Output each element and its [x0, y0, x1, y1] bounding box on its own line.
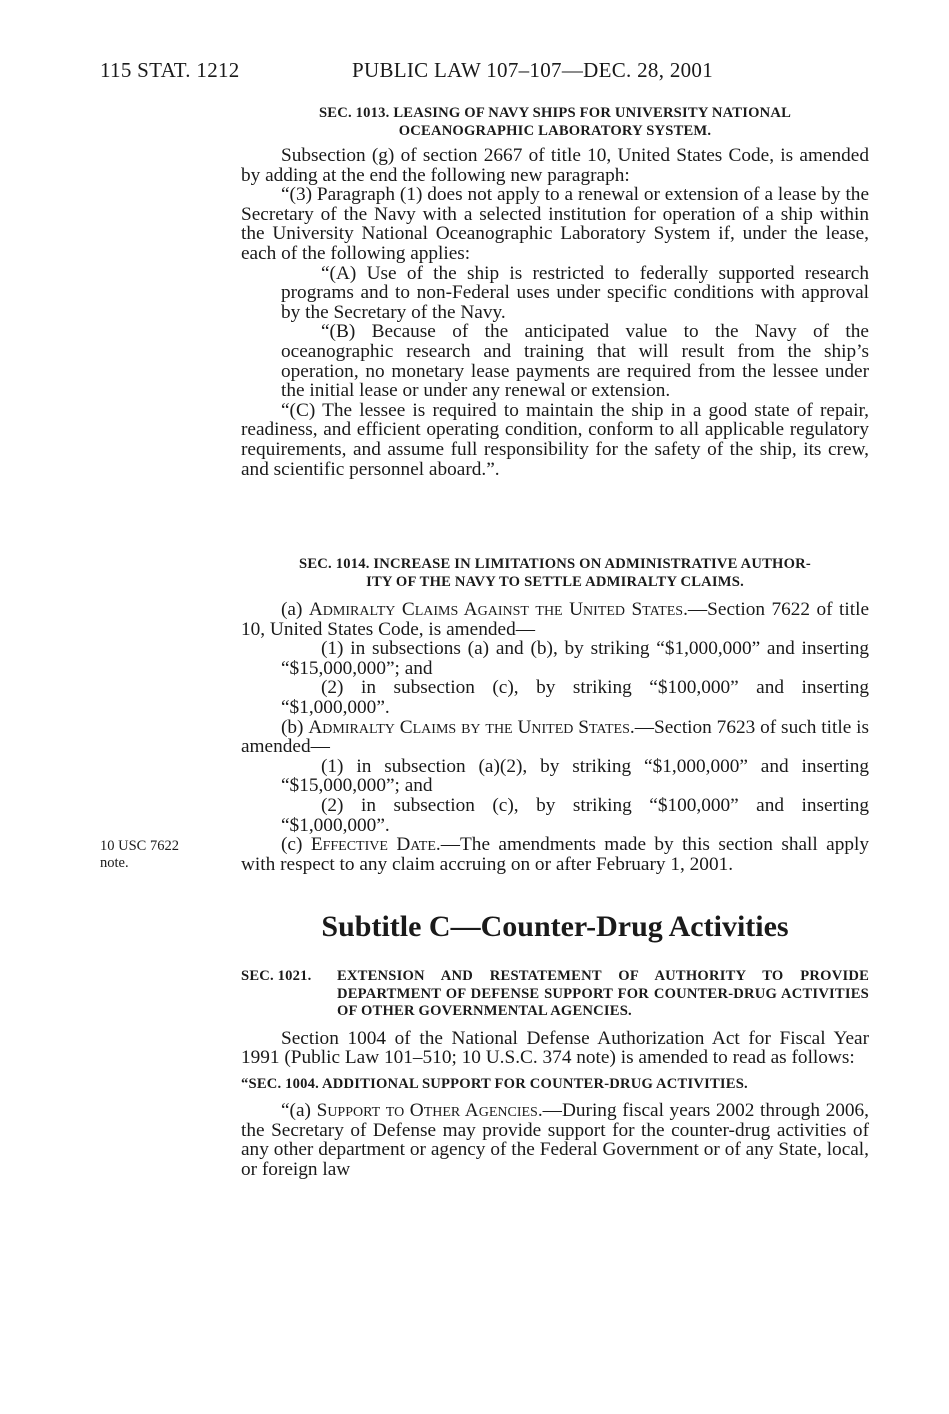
subsection-a: (a) Admiralty Claims Against the United States.—Section 7622 of title 10, United States Code, is amended—: [241, 599, 869, 640]
section-1013-intro: Subsection (g) of section 2667 of title 10, United States Code, is amended by adding at the end the following new paragraph:: [241, 145, 869, 186]
subsection-c-heading: Effective Date: [310, 834, 436, 856]
subsection-a-1: (1) in subsections (a) and (b), by striking “$1,000,000” and inserting “$15,000,000”; and: [281, 638, 869, 679]
subsection-a-heading: Admiralty Claims Against the United States: [308, 599, 684, 620]
subsection-b: (b) Admiralty Claims by the United States.—Section 7623 of such title is amended—: [241, 716, 870, 758]
section-1013-title: SEC. 1013. LEASING OF NAVY SHIPS FOR UNIVERSITY NATIONAL OCEANOGRAPHIC LABORATORY SYSTEM.: [318, 105, 792, 139]
paragraph-3: “(3) Paragraph (1) does not apply to a renewal or extension of a lease by the Secretary of the Navy with a selected institution for operation of a ship within the University National Oceanographic Laboratory System if, under the lease, each of the following applies:: [241, 184, 869, 264]
section-1021-intro: Section 1004 of the National Defense Authorization Act for Fiscal Year 1991 (Public Law 101–510; 10 U.S.C. 374 note) is amended to read as follows:: [241, 1027, 869, 1069]
subsection-b-heading: Admiralty Claims by the United States: [308, 716, 630, 738]
subsection-b-2: (2) in subsection (c), by striking “$100,000” and inserting “$1,000,000”.: [281, 794, 869, 836]
section-1014-title: SEC. 1014. INCREASE IN LIMITATIONS ON ADMINISTRATIVE AUTHOR- ITY OF THE NAVY TO SETTLE ADMIRALTY CLAIMS.: [299, 556, 811, 590]
public-law-reference: PUBLIC LAW 107–107—DEC. 28, 2001: [352, 58, 714, 82]
section-1021-number: SEC. 1021.: [241, 968, 312, 984]
section-1021: [241, 968, 869, 1180]
section-1004-a: “(a) Support to Other Agencies.—During fiscal years 2002 through 2006, the Secretary of Defense may provide support for the counter-drug activities of any other department or agency of the Federal Government or of any State, local, or foreign law: [241, 1100, 869, 1180]
subparagraph-b: “(B) Because of the anticipated value to the Navy of the oceanographic research and training that will result from the ship’s operation, no monetary lease payments are required from the lessee under the initial lease or under any renewal or extension.: [281, 321, 869, 402]
subsection-a-2: (2) in subsection (c), by striking “$100,000” and inserting “$1,000,000”.: [281, 677, 869, 718]
section-1004-title: “SEC. 1004. ADDITIONAL SUPPORT FOR COUNTER-DRUG ACTIVITIES.: [241, 1075, 748, 1092]
subparagraph-a: “(A) Use of the ship is restricted to federally supported research programs and to non-Federal uses under specific conditions with approval by the Secretary of the Navy.: [281, 262, 869, 323]
running-header: [0, 58, 949, 88]
section-1021-title: [241, 968, 869, 1021]
subtitle-heading: Subtitle C—Counter-Drug Activities: [321, 910, 789, 943]
margin-note: 10 USC 7622 note.: [100, 838, 179, 871]
section-1013: [241, 105, 869, 479]
stat-reference: 115 STAT. 1212: [100, 58, 240, 82]
section-1021-title-text: EXTENSION AND RESTATEMENT OF AUTHORITY TO PROVIDE DEPARTMENT OF DEFENSE SUPPORT FOR COUNTER-DRUG ACTIVITIES OF OTHER GOVERNMENTAL AGENCIES.: [337, 968, 869, 1019]
subsection-b-1: (1) in subsection (a)(2), by striking “$1,000,000” and inserting “$15,000,000”; and: [281, 755, 869, 797]
subsection-c: (c) Effective Date.—The amendments made by this section shall apply with respect to any claim accruing on or after February 1, 2001.: [241, 834, 869, 875]
subparagraph-c: “(C) The lessee is required to maintain the ship in a good state of repair, readiness, and efficient operating condition, conform to all applicable regulatory requirements, and assume full responsibility for the safety of the ship, its crew, and scientific personnel aboard.”.: [241, 399, 869, 480]
section-1004-a-heading: Support to Other Agencies: [316, 1100, 538, 1122]
section-1014: [241, 556, 869, 874]
